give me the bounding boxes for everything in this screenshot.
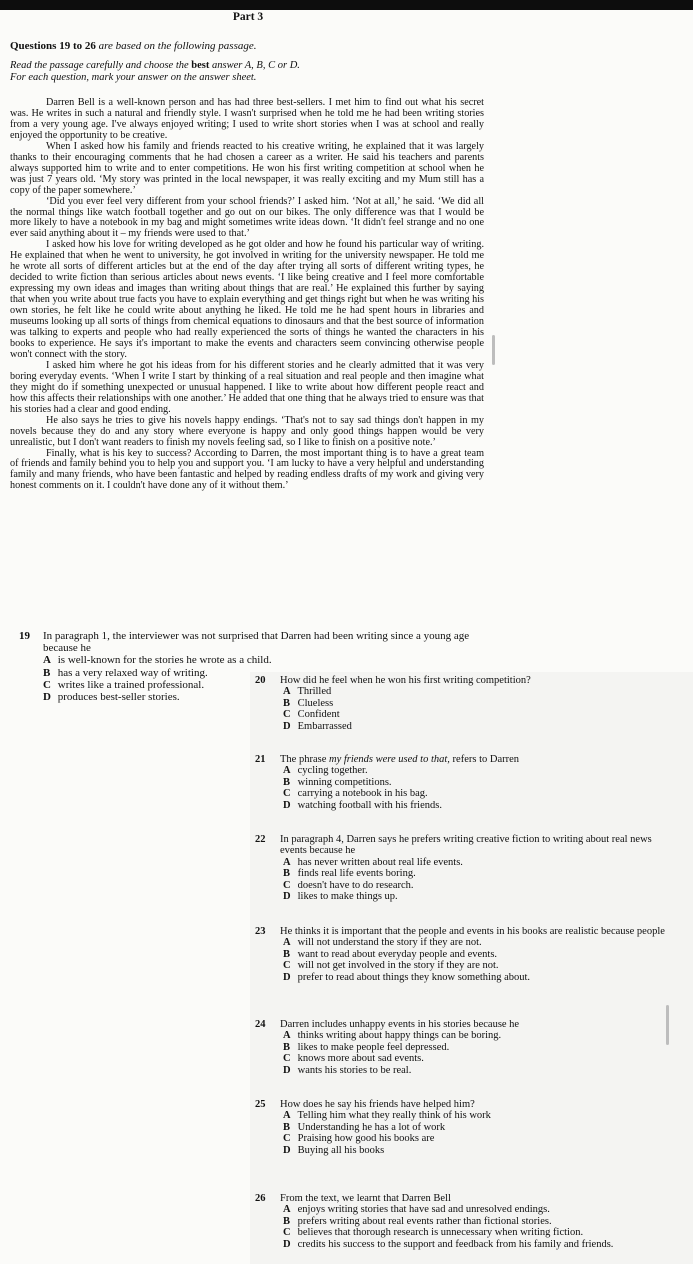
question-number: 25 [255,1099,266,1110]
answer-option[interactable]: A Telling him what they really think of his work [283,1110,491,1122]
passage-paragraph: He also says he tries to give his novels happy endings. ‘That's not to say sad things don't happen in my novels because they do and any story where everyone is happy and only good things happen would be very unrealistic, but I don't want readers to finish my novels feeling sad, so I like to finish on a positive note.’ [10,414,484,448]
answer-option[interactable]: D watching football with his friends. [283,799,442,811]
answer-option[interactable]: C writes like a trained professional. [43,678,205,691]
answer-option[interactable]: A has never written about real life events. [283,856,463,868]
passage-paragraph: Finally, what is his key to success? According to Darren, the most important thing is to have a great team of friends and family behind you to help you and support you. ‘I am lucky to have a very helpful and understanding family and many friends, who have been fantastic and helped by reading endless drafts of my work and giving very honest comments on it. I couldn't have done any of it without them.’ [10,447,484,492]
question-stem: From the text, we learnt that Darren Bell [280,1193,451,1204]
question-stem: The phrase my friends were used to that, refers to Darren [280,754,520,765]
question-number: 21 [255,754,266,765]
passage-paragraph: I asked how his love for writing developed as he got older and how he found his particular way of writing. He explained that when he went to university, he got involved in writing for the university newspaper. He told me he wrote all sorts of different articles but at the end of the day after trying all sorts of different writing types, he decided to write fiction than serious articles about news events. ‘I like being creative and I feel more comfortable expressing my own ideas and images than writing about things that are real.’ He explained this further by saying that when you write about true facts you have to explain everything and get things right but when he was writing his own stories, he felt like he could write about anything he liked. He told me he had spent hours in libraries and museums looking up all sorts of things from chemical equations to dinosaurs and that the best source of information was talking to experts and people who had really experienced the sorts of things he wanted the characters in his books to experience. He says it's important to make the events and characters seem convincing otherwise people won't connect with the story. [10,239,484,360]
answer-option[interactable]: A enjoys writing stories that have sad and unresolved endings. [283,1204,550,1216]
questions-heading: Questions 19 to 26 are based on the following passage. [10,40,257,52]
instructions: Read the passage carefully and choose the best answer A, B, C or D. For each question, mark your answer on the answer sheet. [10,60,300,83]
answer-option[interactable]: B winning competitions. [283,776,392,788]
answer-option[interactable]: A cycling together. [283,765,368,777]
answer-option[interactable]: C will not get involved in the story if they are not. [283,960,499,972]
answer-option[interactable]: B Clueless [283,697,334,709]
question-21 [255,754,685,811]
answer-option[interactable]: D wants his stories to be real. [283,1064,412,1076]
answer-option[interactable]: C carrying a notebook in his bag. [283,788,428,800]
passage-paragraph: ‘Did you ever feel very different from your school friends?’ I asked him. ‘Not at all,’ he said. ‘We did all the normal things like watch football together and go out on our bikes. The only difference was that I would be more likely to have a notebook in my bag and might sometimes write ideas down. ‘It didn't feel strange and no one ever said anything about it – my friends were used to that.’ [10,195,484,240]
question-number: 20 [255,675,266,686]
question-24 [255,1019,675,1076]
answer-option[interactable]: B likes to make people feel depressed. [283,1041,450,1053]
answer-option[interactable]: A will not understand the story if they are not. [283,937,482,949]
question-number: 22 [255,834,266,845]
question-stem: How did he feel when he won his first writing competition? [280,675,531,686]
question-25 [255,1099,675,1156]
answer-option[interactable]: B finds real life events boring. [283,868,416,880]
answer-option[interactable]: D Buying all his books [283,1144,385,1156]
question-number: 23 [255,926,266,937]
answer-option[interactable]: C believes that thorough research is unnecessary when writing fiction. [283,1227,584,1239]
answer-option[interactable]: D credits his success to the support and feedback from his family and friends. [283,1238,614,1250]
passage-paragraph: When I asked how his family and friends reacted to his creative writing, he explained that it was largely thanks to their encouraging comments that he had chosen a career as a writer. He said his teachers and parents always supported him to write and to enter competitions. He won his first writing competition at school when he was just 7 years old. ‘My story was printed in the local newspaper, it was really exciting and my Mum still has a copy of the paper somewhere.’ [10,140,484,196]
question-20 [255,675,685,732]
answer-option[interactable]: B prefers writing about real events rather than fictional stories. [283,1215,552,1227]
answer-option[interactable]: A is well-known for the stories he wrote as a child. [43,654,272,667]
answer-option[interactable]: D prefer to read about things they know something about. [283,971,531,983]
passage-paragraph: I asked him where he got his ideas from for his different stories and he clearly admitted that it was very boring everyday events. ‘When I write I start by thinking of a real situation and real people and then imagine what they might do if something unexpected or unusual happened. I like to write about how different people react and how this affects their relationships with one another.’ He added that one thing that he always tried to ensure was that his stories had a clear and good ending. [10,359,484,415]
question-stem: In paragraph 1, the interviewer was not surprised that Darren had been writing since a young age because he [43,630,470,655]
part-title: Part 3 [232,11,264,23]
answer-option[interactable]: D produces best-seller stories. [43,691,180,704]
question-number: 24 [255,1019,266,1030]
answer-option[interactable]: B has a very relaxed way of writing. [43,666,208,679]
passage-paragraph: Darren Bell is a well-known person and has had three best-sellers. I met him to find out what his secret was. He writes in such a natural and friendly style. I wasn't surprised when he told me he had been writing stories from a very young age. I've always enjoyed writing; I used to write short stories when I was at school and really enjoyed the opportunity to be creative. [10,97,484,141]
question-stem: In paragraph 4, Darren says he prefers writing creative fiction to writing about real news events because he [280,834,652,857]
question-number: 26 [255,1193,266,1204]
question-stem: How does he say his friends have helped him? [280,1099,475,1110]
answer-option[interactable]: A Thrilled [283,686,332,698]
answer-option[interactable]: C knows more about sad events. [283,1053,424,1065]
answer-option[interactable]: C Praising how good his books are [283,1133,435,1145]
question-26 [255,1193,685,1250]
question-22 [255,834,665,902]
scrollbar-thumb[interactable] [492,335,495,365]
question-number: 19 [19,630,30,642]
answer-option[interactable]: C Confident [283,709,340,721]
question-stem: Darren includes unhappy events in his stories because he [280,1019,520,1030]
question-stem: He thinks it is important that the people and events in his books are realistic because people [280,926,665,937]
answer-option[interactable]: B want to read about everyday people and events. [283,948,498,960]
reading-passage [10,98,484,492]
question-23 [255,926,680,983]
answer-option[interactable]: D Embarrassed [283,720,352,732]
answer-option[interactable]: B Understanding he has a lot of work [283,1121,446,1133]
answer-option[interactable]: A thinks writing about happy things can be boring. [283,1030,502,1042]
answer-option[interactable]: D likes to make things up. [283,891,398,903]
answer-option[interactable]: C doesn't have to do research. [283,879,414,891]
top-bar [0,0,693,10]
